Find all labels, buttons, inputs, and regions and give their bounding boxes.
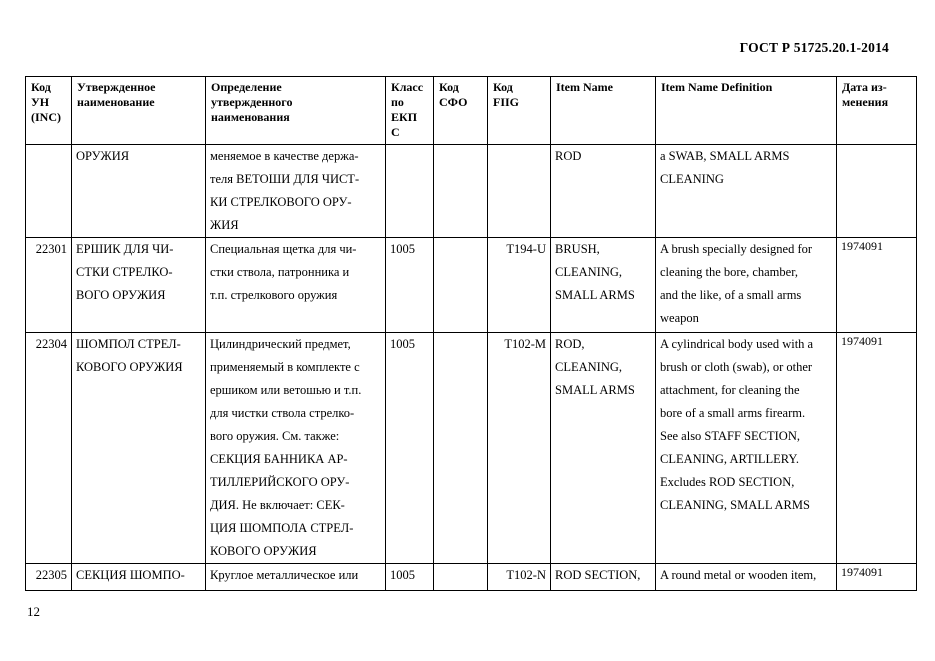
table-row (26, 145, 917, 238)
cell-change-date: 1974091 (837, 238, 917, 333)
cell-text-line: КОВОГО ОРУЖИЯ (76, 360, 183, 374)
cell-name-definition (206, 145, 386, 238)
cell-text-line: cleaning the bore, chamber, (660, 265, 798, 279)
cell-text-line: Excludes ROD SECTION, (660, 475, 795, 489)
cell-text-line: СТКИ СТРЕЛКО- (76, 265, 173, 279)
cell-text-line: CLEANING, (555, 265, 623, 279)
cell-text-line: ROD (555, 149, 582, 163)
cell-text-line: ОРУЖИЯ (76, 149, 130, 163)
cell-text-line: CLEANING, ARTILLERY. (660, 452, 799, 466)
header-text-line: (INC) (31, 110, 61, 124)
cell-text-line: стки ствола, патронника и (210, 265, 350, 279)
cell-class (386, 145, 434, 238)
page-number: 12 (27, 604, 40, 619)
cell-text-line: weapon (660, 311, 699, 325)
cell-fiig-code: T102-N (488, 564, 551, 591)
cell-text-line: КИ СТРЕЛКОВОГО ОРУ- (210, 195, 352, 209)
cell-text-line: СЕКЦИЯ ШОМПО- (76, 568, 185, 582)
cell-approved-name (72, 333, 206, 564)
cell-approved-name (72, 145, 206, 238)
cell-text-line: a SWAB, SMALL ARMS (660, 149, 790, 163)
header-inc (26, 77, 72, 145)
header-text-line: Дата из- (842, 80, 887, 94)
cell-text-line: ROD SECTION, (555, 568, 641, 582)
cell-approved-name (72, 238, 206, 333)
cell-text-line: для чистки ствола стрелко- (210, 406, 355, 420)
cell-text-line: SMALL ARMS (555, 383, 635, 397)
cell-sfo-code (434, 145, 488, 238)
header-fiig-code (488, 77, 551, 145)
cell-text-line: меняемое в качестве держа- (210, 149, 359, 163)
header-text-line: УН (31, 95, 50, 109)
cell-text-line: brush or cloth (swab), or other (660, 360, 813, 374)
header-approved-name (72, 77, 206, 145)
cell-inc: 22305 (26, 564, 72, 591)
header-text-line: утвержденного (211, 95, 293, 109)
cell-sfo-code (434, 333, 488, 564)
cell-approved-name (72, 564, 206, 591)
cell-text-line: вого оружия. См. также: (210, 429, 340, 443)
cell-change-date: 1974091 (837, 333, 917, 564)
header-change-date (837, 77, 917, 145)
cell-sfo-code (434, 238, 488, 333)
table-row (26, 564, 917, 591)
cell-text-line: КОВОГО ОРУЖИЯ (210, 544, 317, 558)
header-text-line: Утвержденное (77, 80, 156, 94)
cell-text-line: attachment, for cleaning the (660, 383, 800, 397)
cell-item-name (551, 564, 656, 591)
cell-item-name-definition (656, 238, 837, 333)
header-text-line: Класс (391, 80, 424, 94)
header-text-line: СФО (439, 95, 468, 109)
header-text-line: по (391, 95, 404, 109)
cell-text-line: применяемый в комплекте с (210, 360, 360, 374)
header-text-line: наименования (211, 110, 290, 124)
cell-change-date: 1974091 (837, 564, 917, 591)
cell-text-line: BRUSH, (555, 242, 600, 256)
header-name-definition (206, 77, 386, 145)
cell-inc (26, 145, 72, 238)
cell-item-name (551, 145, 656, 238)
cell-fiig-code: T102-M (488, 333, 551, 564)
cell-text-line: ЦИЯ ШОМПОЛА СТРЕЛ- (210, 521, 354, 535)
header-sfo-code (434, 77, 488, 145)
cell-text-line: Круглое металлическое или (210, 568, 359, 582)
cell-fiig-code (488, 145, 551, 238)
header-text-line: Item Name (556, 80, 613, 94)
cell-class: 1005 (386, 333, 434, 564)
header-class (386, 77, 434, 145)
cell-text-line: A cylindrical body used with a (660, 337, 814, 351)
cell-text-line: ДИЯ. Не включает: СЕК- (210, 498, 345, 512)
header-text-line: ЕКП (391, 110, 418, 124)
cell-text-line: т.п. стрелкового оружия (210, 288, 338, 302)
header-text-line: Код (31, 80, 51, 94)
cell-item-name-definition (656, 333, 837, 564)
header-text-line: менения (842, 95, 889, 109)
cell-text-line: and the like, of a small arms (660, 288, 802, 302)
cell-text-line: CLEANING, SMALL ARMS (660, 498, 810, 512)
document-standard-number: ГОСТ Р 51725.20.1-2014 (739, 40, 889, 55)
cell-item-name (551, 238, 656, 333)
cell-name-definition (206, 238, 386, 333)
table-row (26, 238, 917, 333)
header-item-name-definition (656, 77, 837, 145)
cell-item-name-definition (656, 564, 837, 591)
cell-text-line: Цилиндрический предмет, (210, 337, 351, 351)
cell-text-line: bore of a small arms firearm. (660, 406, 806, 420)
table-row (26, 333, 917, 564)
header-text-line: наименование (77, 95, 155, 109)
header-text-line: Item Name Definition (661, 80, 773, 94)
cell-inc: 22304 (26, 333, 72, 564)
cell-name-definition (206, 333, 386, 564)
header-text-line: FIIG (493, 95, 520, 109)
cell-text-line: Специальная щетка для чи- (210, 242, 357, 256)
cell-sfo-code (434, 564, 488, 591)
cell-text-line: ВОГО ОРУЖИЯ (76, 288, 166, 302)
header-item-name (551, 77, 656, 145)
cell-text-line: теля ВЕТОШИ ДЛЯ ЧИСТ- (210, 172, 360, 186)
cell-text-line: ТИЛЛЕРИЙСКОГО ОРУ- (210, 475, 350, 489)
cell-text-line: SMALL ARMS (555, 288, 635, 302)
cell-text-line: СЕКЦИЯ БАННИКА АР- (210, 452, 348, 466)
cell-text-line: ШОМПОЛ СТРЕЛ- (76, 337, 181, 351)
header-text-line: Код (439, 80, 459, 94)
cell-text-line: CLEANING (660, 172, 724, 186)
cell-text-line: A round metal or wooden item, (660, 568, 817, 582)
header-text-line: Код (493, 80, 513, 94)
cell-text-line: ершиком или ветошью и т.п. (210, 383, 362, 397)
table-header-row (26, 77, 917, 145)
item-name-table (25, 76, 917, 591)
cell-text-line: A brush specially designed for (660, 242, 813, 256)
cell-text-line: ЖИЯ (210, 218, 239, 232)
cell-class: 1005 (386, 238, 434, 333)
cell-class: 1005 (386, 564, 434, 591)
cell-text-line: ROD, (555, 337, 585, 351)
header-text-line: Определение (211, 80, 282, 94)
cell-text-line: See also STAFF SECTION, (660, 429, 800, 443)
cell-change-date (837, 145, 917, 238)
header-text-line: С (391, 125, 400, 139)
cell-name-definition (206, 564, 386, 591)
cell-fiig-code: T194-U (488, 238, 551, 333)
cell-text-line: ЕРШИК ДЛЯ ЧИ- (76, 242, 174, 256)
cell-inc: 22301 (26, 238, 72, 333)
cell-text-line: CLEANING, (555, 360, 623, 374)
cell-item-name-definition (656, 145, 837, 238)
cell-item-name (551, 333, 656, 564)
